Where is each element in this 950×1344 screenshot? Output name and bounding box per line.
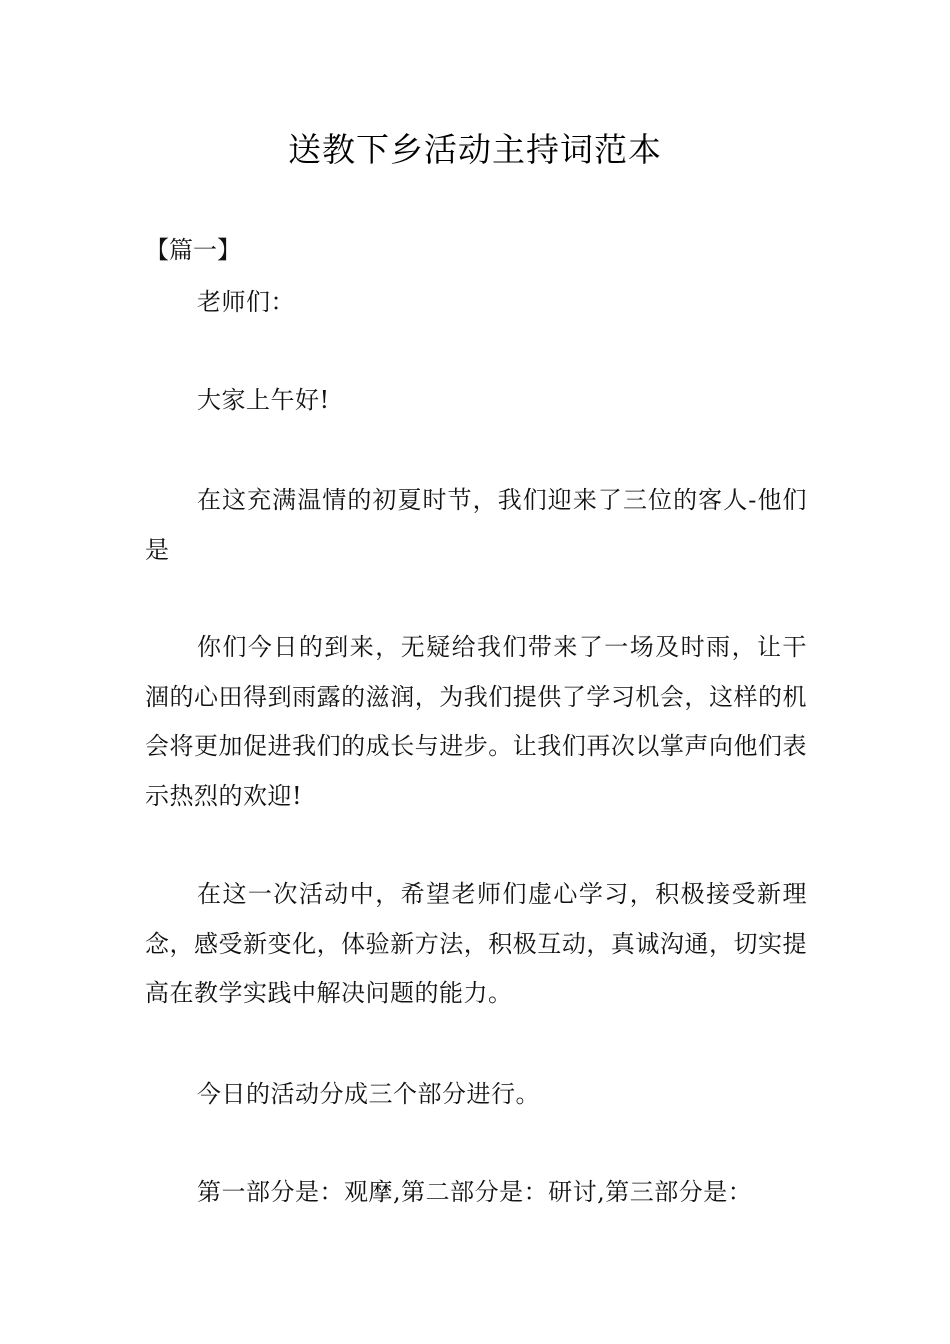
paragraph-activity-hopes: 在这一次活动中，希望老师们虚心学习，积极接受新理念，感受新变化，体验新方法，积极互动，真诚沟通，切实提高在教学实践中解决问题的能力。 bbox=[145, 880, 807, 1007]
paragraph-welcome-guests: 在这充满温情的初夏时节，我们迎来了三位的客人-他们是 bbox=[145, 486, 807, 564]
paragraph-three-parts: 今日的活动分成三个部分进行。 bbox=[197, 1080, 540, 1108]
document-title: 送教下乡活动主持词范本 bbox=[288, 130, 662, 169]
paragraph-parts-list: 第一部分是：观摩,第二部分是：研讨,第三部分是： bbox=[197, 1178, 753, 1206]
paragraph-greeting-teachers: 老师们： bbox=[197, 288, 295, 316]
paragraph-timely-rain: 你们今日的到来，无疑给我们带来了一场及时雨，让干涸的心田得到雨露的滋润，为我们提供了学习机会，这样的机会将更加促进我们的成长与进步。让我们再次以掌声向他们表示热烈的欢迎! bbox=[145, 633, 807, 810]
section-label: 【篇一】 bbox=[145, 236, 241, 264]
paragraph-good-morning: 大家上午好! bbox=[197, 386, 330, 414]
